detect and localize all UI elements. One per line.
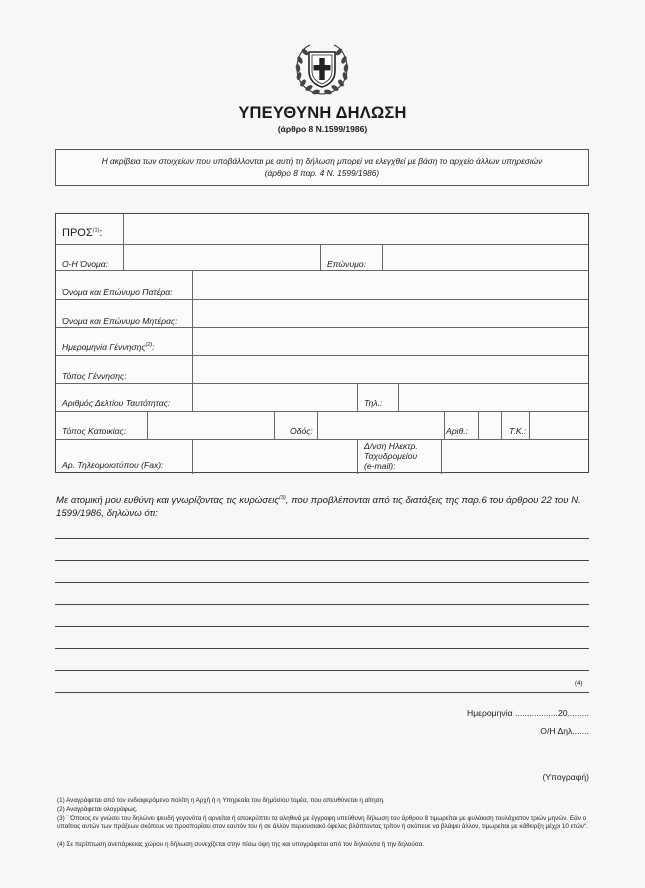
email-field[interactable]: [441, 439, 588, 474]
number-label: Αριθ.:: [446, 426, 469, 436]
row-contact: [56, 439, 588, 474]
footnote-1: (1) Αναγράφεται από τον ενδιαφερόμενο πολίτη η Αρχή ή η Υπηρεσία του δημόσιου τομέα, που απευθύνεται η αίτηση.: [57, 797, 385, 804]
id-number-field[interactable]: [192, 383, 357, 411]
greek-coat-of-arms-icon: [292, 38, 352, 98]
declarant-line[interactable]: Ο/Η Δηλ.......: [540, 726, 589, 736]
birth-date-label: Ημερομηνία Γέννησης$^{(2)}$:: [62, 342, 155, 352]
last-name-label: Επώνυμο:: [327, 259, 366, 269]
street-label: Οδός:: [290, 426, 313, 436]
footnote-3: (3) ¨ Όποιος εν γνώσει του δηλώνει ψευδή γεγονότα ή αρνείται ή αποκρύπτει τα αληθινά με έγγραφη υπεύθυνη δήλωση του άρθρου 8 τιμωρείται με φυλάκιση τουλάχιστον τριών μηνών. Εάν ο υπαίτιος αυτών των πράξεων σκόπευε να προσπορίσει στον εαυτόν του ή σε άλλον περιουσιακό όφελος βλάπτοντας τρίτον ή σκόπευε να βλάψει άλλον, τιμωρείται με κάθειρξη μέχρι 10 ετών“.: [57, 815, 588, 831]
birth-place-label: Τόπος Γέννησης:: [62, 371, 127, 381]
postal-label-cell: [501, 411, 529, 439]
email-label: Δ/νση Ηλεκτρ. Ταχυδρομείου (e-mail):: [364, 441, 418, 471]
continuation-marker: (4): [575, 681, 583, 687]
signature-label: (Υπογραφή): [542, 772, 589, 782]
verification-notice: [55, 149, 589, 186]
birth-date-field[interactable]: [192, 327, 588, 355]
row-birth-place: [56, 355, 588, 384]
recipient-field[interactable]: [123, 214, 588, 244]
writing-line: [55, 582, 589, 583]
id-number-label: Αριθμός Δελτίου Ταυτότητας:: [62, 398, 171, 408]
number-label-cell: [444, 411, 478, 439]
last-name-field[interactable]: [382, 244, 588, 270]
fax-label: Αρ. Τηλεομοιοτύπου (Fax):: [62, 460, 164, 470]
document-subtitle: (άρθρο 8 Ν.1599/1986): [277, 124, 368, 134]
first-name-field[interactable]: [123, 244, 320, 270]
father-name-field[interactable]: [192, 270, 588, 299]
mother-name-field[interactable]: [192, 299, 588, 327]
writing-line: [55, 538, 589, 539]
row-birth-date: [56, 327, 588, 356]
fax-field[interactable]: [192, 439, 357, 474]
declaration-statement: Με ατομική μου ευθύνη και γνωρίζοντας τις κυρώσεις$^{(3)}$, που προβλέπονται από τις διατάξεις της παρ.6 του άρθρου 22 του Ν. 1599/1986, δηλώνω ότι:: [56, 494, 581, 519]
writing-line: [55, 604, 589, 605]
writing-line: [55, 692, 589, 693]
phone-label-cell: [357, 383, 398, 411]
postal-code-field[interactable]: [529, 411, 588, 439]
row-recipient: [56, 214, 588, 245]
writing-line: [55, 648, 589, 649]
phone-label: Τηλ.:: [364, 398, 383, 408]
row-residence: [56, 411, 588, 440]
postal-code-label: Τ.Κ.:: [509, 426, 527, 436]
father-name-label: Όνομα και Επώνυμο Πατέρα:: [62, 287, 173, 297]
residence-label: Τόπος Κατοικίας:: [62, 426, 127, 436]
residence-field[interactable]: [147, 411, 274, 439]
last-name-label-cell: [320, 244, 382, 270]
first-name-label: Ο-Η Όνομα:: [62, 259, 109, 269]
footnote-4: (4) Σε περίπτωση ανεπάρκειας χώρου η δήλωση συνεχίζεται στην πίσω όψη της και υπογράφεται από τον δηλούντα ή την δηλούσα.: [57, 841, 425, 848]
footnote-2: (2) Αναγράφεται ολογράφως.: [57, 806, 138, 813]
writing-line: [55, 626, 589, 627]
row-father: [56, 270, 588, 300]
personal-details-form: [55, 213, 589, 473]
date-line[interactable]: Ημερομηνία ..................20.........: [467, 708, 589, 718]
row-id: [56, 383, 588, 412]
writing-line: [55, 670, 589, 671]
writing-line: [55, 560, 589, 561]
street-field[interactable]: [317, 411, 444, 439]
email-label-cell: [357, 439, 441, 474]
notice-line-2: (άρθρο 8 παρ. 4 Ν. 1599/1986): [264, 168, 380, 178]
row-mother: [56, 299, 588, 328]
document-title: ΥΠΕΥΘΥΝΗ ΔΗΛΩΣΗ: [238, 104, 407, 122]
street-label-cell: [274, 411, 317, 439]
number-field[interactable]: [478, 411, 501, 439]
notice-line-1: Η ακρίβεια των στοιχείων που υποβάλλονται με αυτή τη δήλωση μπορεί να ελεγχθεί με βάση το αρχείο άλλων υπηρεσιών: [101, 156, 543, 166]
mother-name-label: Όνομα και Επώνυμο Μητέρας:: [62, 316, 178, 326]
phone-field[interactable]: [398, 383, 588, 411]
row-name: [56, 244, 588, 271]
recipient-label: ΠΡΟΣ$^{(1)}$:: [62, 227, 103, 239]
birth-place-field[interactable]: [192, 355, 588, 383]
